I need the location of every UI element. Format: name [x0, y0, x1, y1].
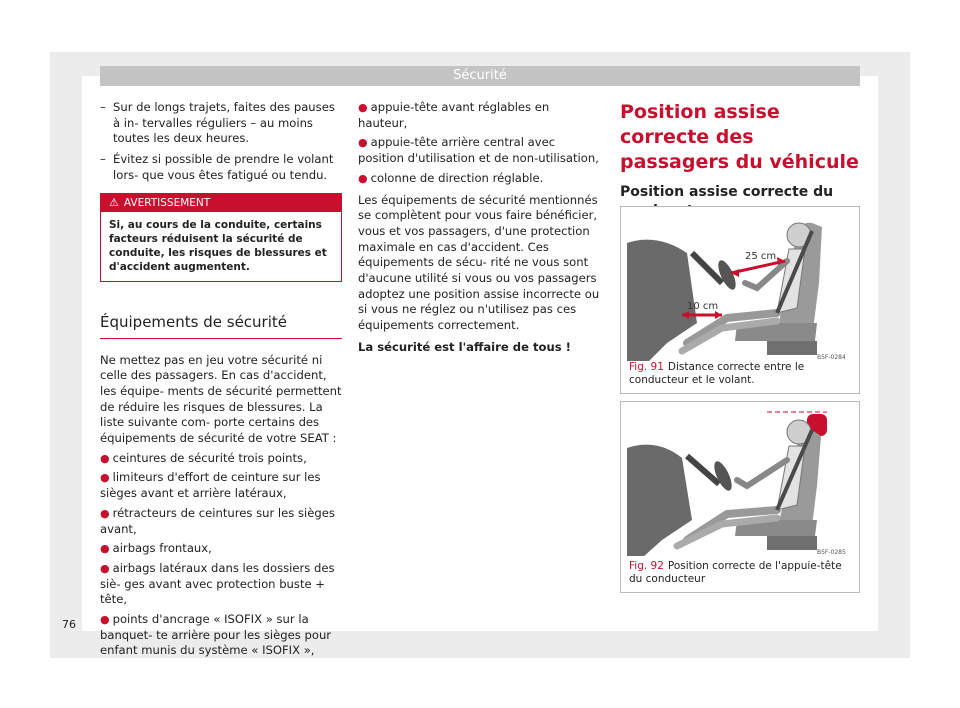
- warning-header: ⚠ AVERTISSEMENT: [101, 194, 341, 212]
- bullet-icon: ●: [100, 561, 110, 575]
- figure-code: B5F-0284: [817, 354, 846, 361]
- figure-91: [620, 206, 860, 394]
- subsection-title: Position assise correcte du: [620, 183, 860, 228]
- column-1: [100, 100, 344, 659]
- bullet-icon: ●: [358, 101, 368, 114]
- chapter-title: Position assise correcte des passagers du véhicule: [620, 101, 859, 173]
- figure-caption: Fig. 92 Position correcte de l'appuie-tête du conducteur: [629, 560, 842, 585]
- figure-caption: Fig. 91 Distance correcte entre le conducteur et le volant.: [629, 361, 805, 386]
- bullet-icon: ●: [358, 171, 368, 185]
- page-number: 76: [62, 618, 76, 631]
- list-item: ● airbags latéraux dans les dossiers des siè- ges avant avec protection buste + tête,: [100, 560, 335, 607]
- bullet-icon: ●: [100, 471, 110, 485]
- figure-code: B5F-0285: [817, 549, 846, 556]
- driver-distance-illustration: [627, 213, 853, 361]
- list-item: ● airbags frontaux,: [100, 541, 212, 556]
- list-item: ● points d'ancrage « ISOFIX » sur la banquet- te arrière pour les sièges pour enfant munis du système « ISOFIX »,: [100, 612, 332, 658]
- bold-line: La sécurité est l'affaire de tous !: [358, 339, 571, 354]
- bullet-icon: ●: [100, 506, 110, 520]
- distance-label-10: 10 cm: [687, 301, 719, 312]
- distance-label-25: 25 cm: [745, 251, 777, 262]
- bullet-icon: ●: [358, 136, 368, 150]
- section-title: Équipements de sécurité: [100, 312, 342, 339]
- paragraph: Les équipements de sécurité mentionnés se complètent pour vous faire bénéficier, vous et vos passagers, d'une protection maximale en cas d'accident. Ces équipements de sécu- rité ne vous sont d'aucune utilité si vous ou vos passagers adoptez une position assise incorrecte ou si vous ne réglez ou n'utilisez pas ces équipements correctement.: [358, 192, 600, 333]
- list-item: ● colonne de direction réglable.: [358, 170, 544, 185]
- list-item: – Sur de longs trajets, faites des pauses à in- tervalles réguliers – au moins toutes les deux heures.: [100, 100, 335, 146]
- figure-92: [620, 401, 860, 593]
- warning-text: Si, au cours de la conduite, certains facteurs réduisent la sécurité de conduite, les risques de blessures et d'accident augmentent.: [109, 218, 327, 273]
- list-item: – Évitez si possible de prendre le volant lors- que vous êtes fatigué ou tendu.: [100, 152, 334, 182]
- list-item: ● appuie-tête arrière central avec position d'utilisation et de non-utilisation,: [358, 135, 599, 166]
- list-item: ● rétracteurs de ceintures sur les sièges avant,: [100, 505, 335, 536]
- list-item: ● limiteurs d'effort de ceinture sur les sièges avant et arrière latéraux,: [100, 470, 321, 501]
- warning-triangle-icon: ⚠: [109, 195, 119, 209]
- bullet-icon: ●: [100, 451, 110, 465]
- running-header: Sécurité: [100, 66, 860, 86]
- list-item: ● appuie-tête avant réglables en hauteur,: [358, 100, 550, 130]
- bullet-icon: ●: [100, 542, 110, 556]
- bullet-icon: ●: [100, 613, 110, 627]
- column-2: [358, 100, 602, 356]
- headrest-illustration: [627, 408, 853, 556]
- list-item: ● ceintures de sécurité trois points,: [100, 450, 307, 465]
- warning-box: [100, 193, 342, 282]
- intro-paragraph: Ne mettez pas en jeu votre sécurité ni celle des passagers. En cas d'accident, les équipe- ments de sécurité permettent de réduire les risques de blessures. La liste suivante com- porte certains des équipements de sécurité de votre SEAT :: [100, 352, 342, 446]
